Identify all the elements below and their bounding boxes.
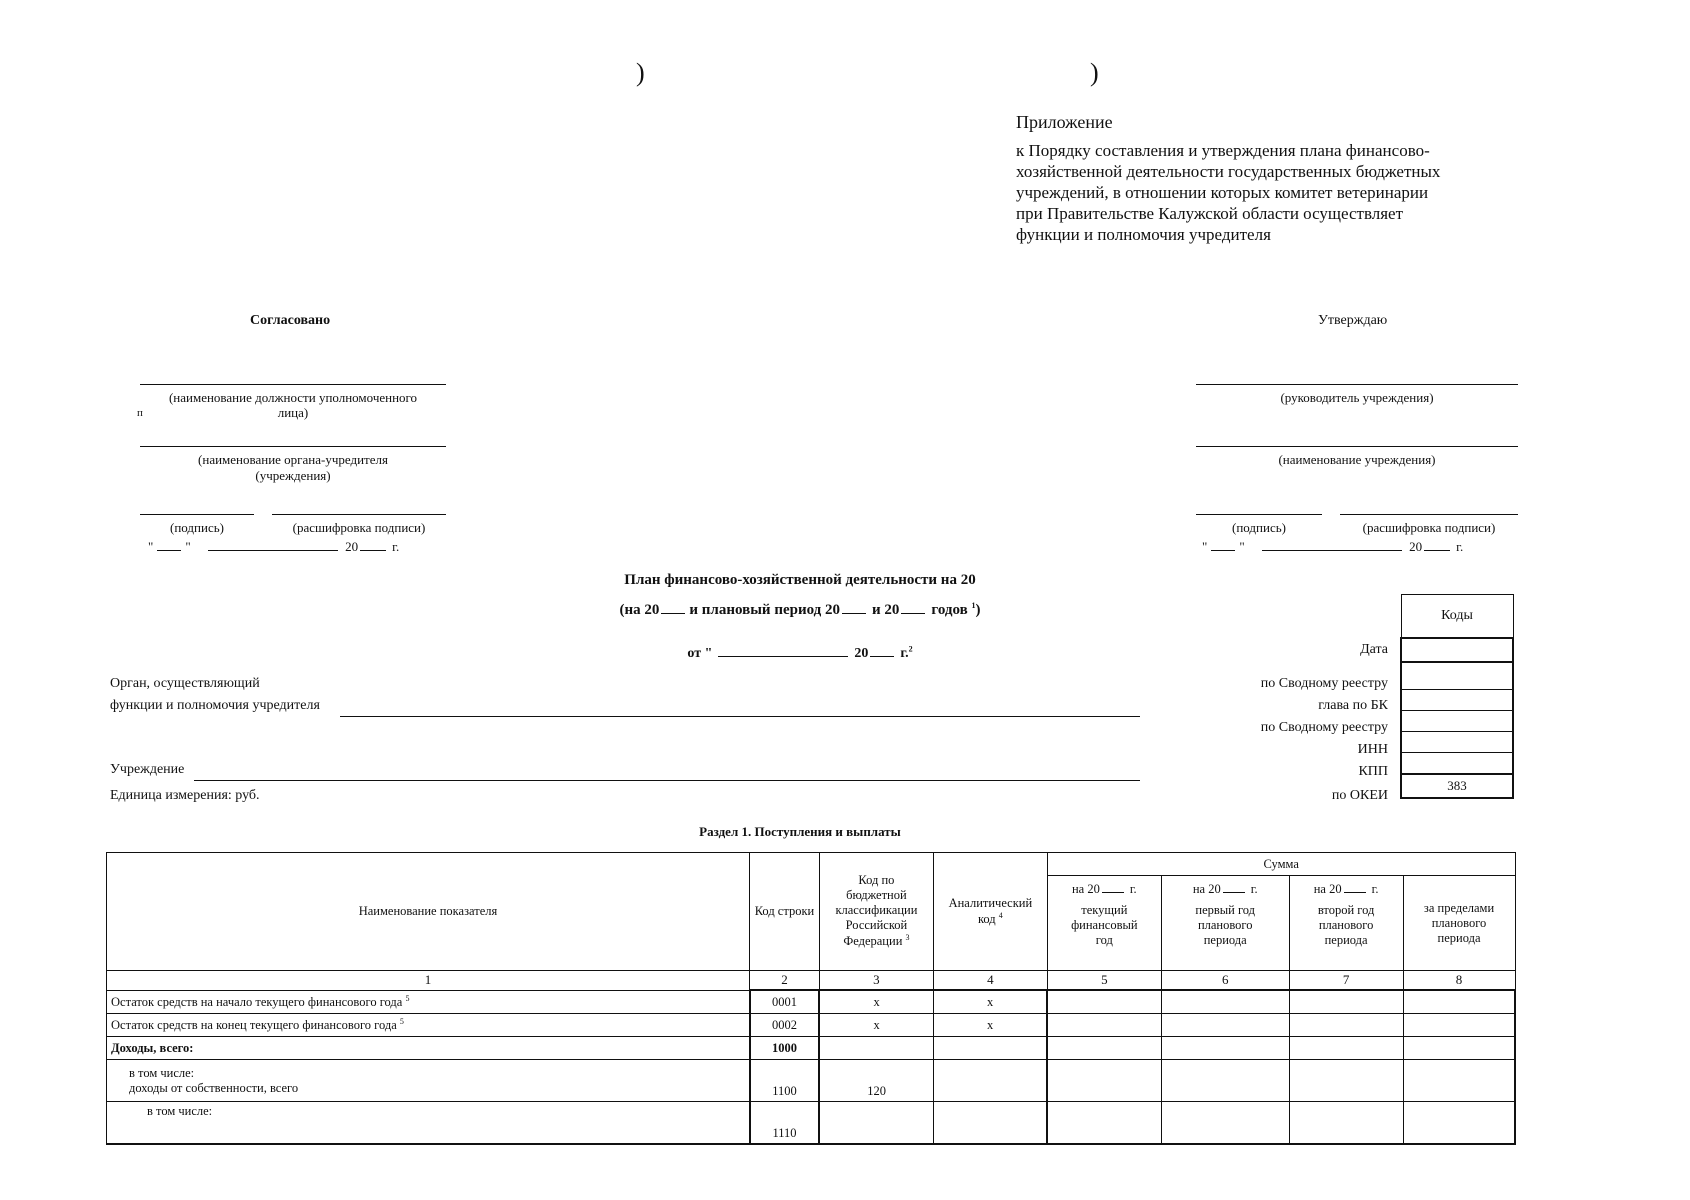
institution-line	[1196, 446, 1518, 447]
organ-caption: (наименование органа-учредителя	[198, 452, 388, 467]
row-name: Доходы, всего:	[107, 1037, 750, 1060]
row-sum-beyond[interactable]	[1403, 1014, 1515, 1037]
row-sum-second[interactable]	[1289, 1060, 1403, 1102]
row-name: Остаток средств на конец текущего финансового года $^5$	[107, 1014, 750, 1037]
codes-header: Коды	[1401, 595, 1513, 639]
row-code: 0001	[750, 990, 820, 1014]
codes-label-registry-2: по Сводному реестру	[1260, 720, 1388, 735]
decode-line	[272, 514, 446, 515]
row-code: 1100	[750, 1060, 820, 1102]
approve-title: Утверждаю	[1318, 313, 1388, 328]
row-sum-beyond[interactable]	[1403, 1060, 1515, 1102]
row-sum-second[interactable]	[1289, 990, 1403, 1014]
position-caption: (наименование должности уполномоченного	[168, 390, 418, 405]
col-header-year-current: на 20 г. текущий финансовый год	[1047, 876, 1161, 971]
table-row	[107, 1014, 1516, 1037]
col-number: 1	[107, 971, 750, 991]
row-sum-second[interactable]	[1289, 1014, 1403, 1037]
row-code: 0002	[750, 1014, 820, 1037]
col-number: 7	[1289, 971, 1403, 991]
row-sum-first[interactable]	[1161, 1060, 1289, 1102]
decode-line	[1340, 514, 1518, 515]
appendix-line: функции и полномочия учредителя	[1016, 225, 1271, 244]
col-header-year-second: на 20 г. второй год планового периода	[1289, 876, 1403, 971]
row-sum-current[interactable]	[1047, 990, 1161, 1014]
col-number: 5	[1047, 971, 1161, 991]
row-sum-current[interactable]	[1047, 1014, 1161, 1037]
row-name: в том числе:	[107, 1102, 750, 1144]
codes-label-chapter: глава по БК	[1318, 698, 1388, 713]
col-number: 3	[819, 971, 933, 991]
institution-field[interactable]	[194, 780, 1140, 781]
row-budget	[819, 1037, 933, 1060]
position-caption-2: лица)	[277, 405, 309, 420]
appendix-title: Приложение	[1016, 112, 1113, 132]
row-code: 1110	[750, 1102, 820, 1144]
codes-label-kpp: КПП	[1358, 764, 1388, 779]
code-chapter-cell[interactable]	[1401, 690, 1513, 711]
col-number: 6	[1161, 971, 1289, 991]
sign-line	[140, 514, 254, 515]
row-sum-current[interactable]	[1047, 1037, 1161, 1060]
sign-caption: (подпись)	[1232, 520, 1286, 535]
col-header-beyond: за пределами планового периода	[1403, 876, 1515, 971]
row-sum-second[interactable]	[1289, 1102, 1403, 1144]
row-analytic	[933, 1037, 1047, 1060]
row-analytic: x	[933, 1014, 1047, 1037]
col-number: 2	[750, 971, 820, 991]
row-budget: x	[819, 990, 933, 1014]
appendix-line: хозяйственной деятельности государственных бюджетных	[1016, 162, 1441, 181]
row-budget	[819, 1102, 933, 1144]
organ-label-2: функции и полномочия учредителя	[110, 698, 320, 713]
sign-line	[1196, 514, 1322, 515]
code-okei-cell: 383	[1401, 774, 1513, 798]
date-row: " " 20 г.	[148, 536, 399, 555]
row-name: Остаток средств на начало текущего финансового года $^5$	[107, 990, 750, 1014]
plan-period: (на 20 и плановый период 20 и 20 годов $^1$)	[619, 601, 981, 618]
row-sum-first[interactable]	[1161, 1102, 1289, 1144]
row-code: 1000	[750, 1037, 820, 1060]
col-header-sum: Сумма	[1047, 853, 1515, 876]
organ-field[interactable]	[340, 716, 1140, 717]
unit-label: Единица измерения: руб.	[110, 788, 260, 803]
plan-title: План финансово-хозяйственной деятельности на 20	[624, 572, 976, 588]
table-row	[107, 1037, 1516, 1060]
row-sum-current[interactable]	[1047, 1060, 1161, 1102]
code-kpp-cell[interactable]	[1401, 753, 1513, 775]
head-caption: (руководитель учреждения)	[1280, 390, 1434, 405]
agreed-title: Согласовано	[250, 313, 331, 328]
row-analytic	[933, 1102, 1047, 1144]
row-sum-second[interactable]	[1289, 1037, 1403, 1060]
col-header-name: Наименование показателя	[107, 853, 750, 971]
sign-caption: (подпись)	[170, 520, 224, 535]
row-analytic	[933, 1060, 1047, 1102]
scan-mark-right: )	[1090, 58, 1099, 87]
code-registry-2-cell[interactable]	[1401, 711, 1513, 732]
signature-line	[140, 384, 446, 385]
institution-label: Учреждение	[110, 762, 185, 777]
row-budget: 120	[819, 1060, 933, 1102]
appendix-line: учреждений, в отношении которых комитет ветеринарии	[1016, 183, 1429, 202]
organ-line	[140, 446, 446, 447]
codes-label-inn: ИНН	[1357, 742, 1388, 757]
table-row	[107, 990, 1516, 1014]
decode-caption: (расшифровка подписи)	[1362, 520, 1496, 535]
row-sum-beyond[interactable]	[1403, 990, 1515, 1014]
date-row: " " 20 г.	[1202, 536, 1463, 555]
row-sum-first[interactable]	[1161, 990, 1289, 1014]
col-number: 8	[1403, 971, 1515, 991]
row-sum-first[interactable]	[1161, 1014, 1289, 1037]
appendix-line: к Порядку составления и утверждения плана финансово-	[1016, 141, 1430, 160]
codes-label-okei: по ОКЕИ	[1331, 788, 1388, 803]
plan-date: от " 20 г.$^2$	[300, 642, 1300, 662]
code-date-cell[interactable]	[1401, 638, 1513, 662]
codes-label-registry: по Сводному реестру	[1260, 676, 1388, 691]
col-header-budget: Код по бюджетной классификации Российской Федерации $^3$	[819, 853, 933, 971]
row-sum-beyond[interactable]	[1403, 1102, 1515, 1144]
row-sum-current[interactable]	[1047, 1102, 1161, 1144]
appendix-line: при Правительстве Калужской области осуществляет	[1016, 204, 1404, 223]
receipts-payments-table	[106, 852, 1516, 1145]
row-analytic: x	[933, 990, 1047, 1014]
section-title: Раздел 1. Поступления и выплаты	[699, 824, 901, 839]
row-budget: x	[819, 1014, 933, 1037]
code-inn-cell[interactable]	[1401, 732, 1513, 753]
row-sum-beyond[interactable]	[1403, 1037, 1515, 1060]
organ-label: Орган, осуществляющий	[110, 676, 260, 691]
col-number: 4	[933, 971, 1047, 991]
row-sum-first[interactable]	[1161, 1037, 1289, 1060]
code-registry-cell[interactable]	[1401, 662, 1513, 690]
institution-caption: (наименование учреждения)	[1278, 452, 1436, 467]
scan-mark-left: )	[636, 58, 645, 87]
table-row	[107, 1102, 1516, 1144]
stray-mark: п	[137, 407, 143, 419]
head-line	[1196, 384, 1518, 385]
organ-caption-2: (учреждения)	[255, 468, 331, 483]
table-row	[107, 1060, 1516, 1102]
row-name: в том числе: доходы от собственности, всего	[107, 1060, 750, 1102]
decode-caption: (расшифровка подписи)	[292, 520, 426, 535]
col-header-code: Код строки	[750, 853, 820, 971]
col-header-year-first: на 20 г. первый год планового периода	[1161, 876, 1289, 971]
codes-table	[1400, 594, 1514, 799]
col-header-analytic: Аналитический код $^4$	[933, 853, 1047, 971]
appendix-text	[1016, 140, 1440, 245]
codes-label-date: Дата	[1360, 642, 1388, 657]
